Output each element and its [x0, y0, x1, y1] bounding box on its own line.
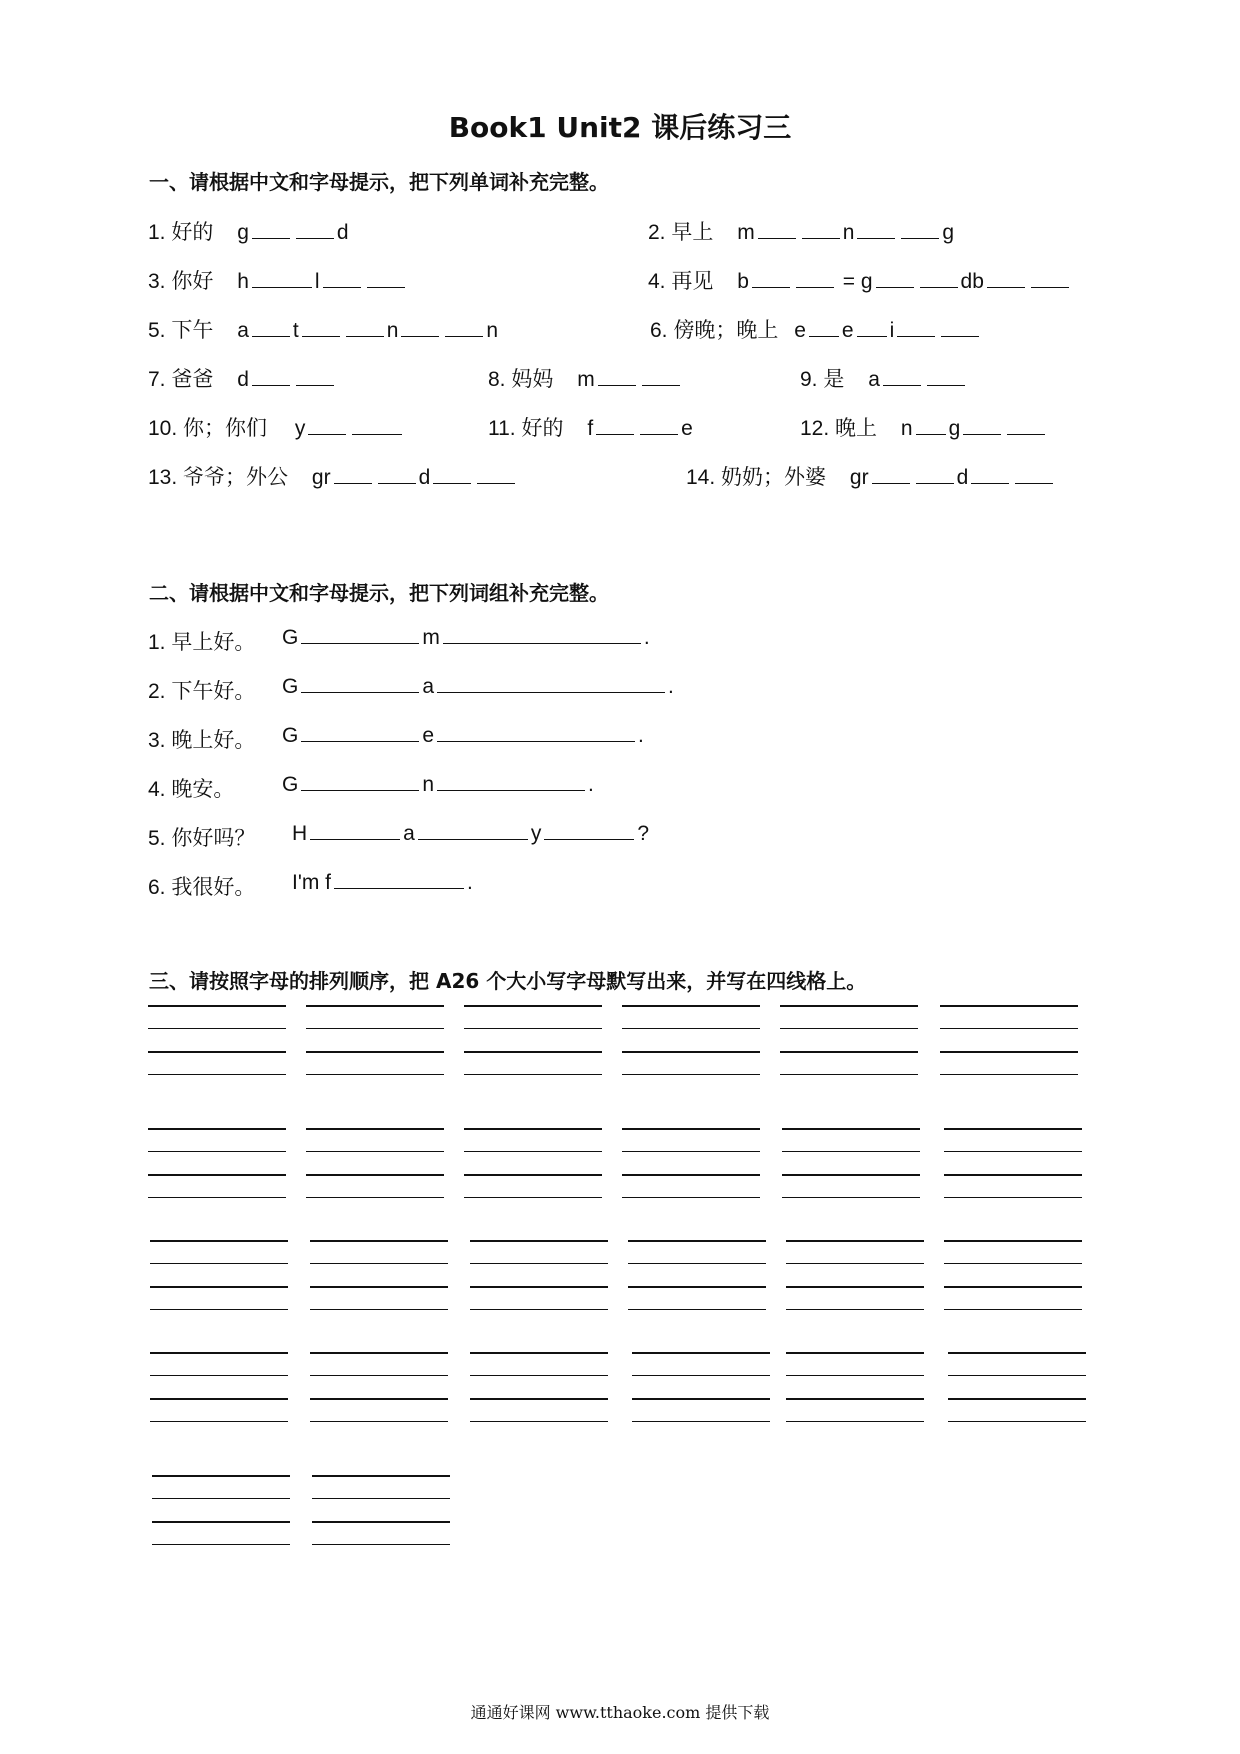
grid-line	[944, 1309, 1082, 1310]
grid-line	[780, 1005, 918, 1007]
grid-line	[306, 1074, 444, 1075]
four-line-grid	[464, 1128, 602, 1198]
grid-line	[464, 1005, 602, 1007]
grid-line	[312, 1521, 450, 1523]
grid-line	[306, 1151, 444, 1152]
grid-line	[464, 1074, 602, 1075]
s2-item-3: 3. 晚上好。 G e .	[148, 724, 644, 752]
grid-line	[470, 1421, 608, 1422]
four-line-grid	[306, 1128, 444, 1198]
four-line-grid	[310, 1352, 448, 1422]
grid-line	[150, 1375, 288, 1376]
grid-line	[632, 1375, 770, 1376]
section2-heading: 二、请根据中文和字母提示，把下列词组补充完整。	[149, 581, 609, 605]
s1-item-10: 10. 你；你们 y	[148, 412, 405, 442]
grid-line	[312, 1498, 450, 1499]
s1-item-7: 7. 爸爸 d	[148, 363, 337, 393]
grid-line	[780, 1051, 918, 1053]
grid-line	[628, 1240, 766, 1242]
grid-line	[948, 1398, 1086, 1400]
grid-line	[628, 1263, 766, 1264]
grid-line	[622, 1074, 760, 1075]
grid-line	[150, 1240, 288, 1242]
grid-line	[940, 1074, 1078, 1075]
grid-line	[632, 1421, 770, 1422]
grid-line	[152, 1544, 290, 1545]
grid-line	[470, 1286, 608, 1288]
four-line-grid	[148, 1128, 286, 1198]
grid-line	[306, 1174, 444, 1176]
grid-line	[948, 1352, 1086, 1354]
grid-line	[150, 1263, 288, 1264]
grid-line	[786, 1375, 924, 1376]
grid-line	[628, 1309, 766, 1310]
grid-line	[940, 1005, 1078, 1007]
four-line-grid	[470, 1352, 608, 1422]
s1-item-8: 8. 妈妈 m	[488, 363, 683, 393]
s1-item-11: 11. 好的 f e	[488, 417, 693, 440]
s1-item-6: 6. 傍晚；晚上 e e i	[650, 314, 982, 344]
s1-item-5: 5. 下午 a t n n	[148, 319, 499, 342]
grid-line	[306, 1005, 444, 1007]
grid-line	[148, 1028, 286, 1029]
grid-line	[150, 1421, 288, 1422]
four-line-grid	[152, 1475, 290, 1545]
four-line-grid	[944, 1128, 1082, 1198]
s1-item-1: 1. 好的 g d	[148, 221, 349, 244]
four-line-grid	[470, 1240, 608, 1310]
four-line-grid	[780, 1005, 918, 1075]
grid-line	[628, 1286, 766, 1288]
grid-line	[306, 1197, 444, 1198]
grid-line	[150, 1398, 288, 1400]
grid-line	[944, 1286, 1082, 1288]
grid-line	[944, 1263, 1082, 1264]
grid-line	[470, 1352, 608, 1354]
grid-line	[306, 1128, 444, 1130]
grid-line	[622, 1128, 760, 1130]
s1-item-12: 12. 晚上 n g	[800, 412, 1048, 442]
grid-line	[786, 1309, 924, 1310]
grid-line	[464, 1174, 602, 1176]
grid-line	[632, 1398, 770, 1400]
four-line-grid	[148, 1005, 286, 1075]
four-line-grid	[782, 1128, 920, 1198]
grid-line	[310, 1352, 448, 1354]
grid-line	[622, 1151, 760, 1152]
grid-line	[310, 1309, 448, 1310]
four-line-grid	[150, 1352, 288, 1422]
four-line-grid	[312, 1475, 450, 1545]
grid-line	[470, 1309, 608, 1310]
grid-line	[150, 1286, 288, 1288]
section1-heading: 一、请根据中文和字母提示，把下列单词补充完整。	[149, 170, 609, 194]
grid-line	[148, 1074, 286, 1075]
four-line-grid	[150, 1240, 288, 1310]
grid-line	[464, 1197, 602, 1198]
grid-line	[152, 1498, 290, 1499]
grid-line	[306, 1028, 444, 1029]
grid-line	[944, 1240, 1082, 1242]
grid-line	[310, 1263, 448, 1264]
grid-line	[780, 1074, 918, 1075]
page-title: Book1 Unit2 课后练习三	[448, 111, 792, 144]
s2-item-5: 5. 你好吗？ H a y ?	[148, 822, 650, 850]
four-line-grid	[786, 1240, 924, 1310]
grid-line	[310, 1375, 448, 1376]
grid-line	[622, 1005, 760, 1007]
s2-item-4: 4. 晚安。 G n .	[148, 773, 594, 801]
grid-line	[312, 1544, 450, 1545]
grid-line	[622, 1197, 760, 1198]
grid-line	[148, 1128, 286, 1130]
s2-item-6: 6. 我很好。 I'm f .	[148, 871, 473, 899]
grid-line	[464, 1151, 602, 1152]
grid-line	[152, 1475, 290, 1477]
grid-line	[464, 1051, 602, 1053]
grid-line	[944, 1128, 1082, 1130]
s1-item-13: 13. 爷爷；外公 gr d	[148, 461, 518, 491]
grid-line	[470, 1375, 608, 1376]
grid-line	[944, 1174, 1082, 1176]
grid-line	[148, 1174, 286, 1176]
grid-line	[310, 1398, 448, 1400]
grid-line	[782, 1151, 920, 1152]
four-line-grid	[310, 1240, 448, 1310]
grid-line	[312, 1475, 450, 1477]
grid-line	[940, 1028, 1078, 1029]
s1-item-2: 2. 早上 m n g	[648, 221, 955, 244]
grid-line	[310, 1421, 448, 1422]
four-line-grid	[632, 1352, 770, 1422]
grid-line	[782, 1128, 920, 1130]
grid-line	[632, 1352, 770, 1354]
grid-line	[782, 1174, 920, 1176]
grid-line	[944, 1197, 1082, 1198]
grid-line	[310, 1286, 448, 1288]
grid-line	[464, 1128, 602, 1130]
grid-line	[944, 1151, 1082, 1152]
grid-line	[148, 1051, 286, 1053]
s1-item-9: 9. 是 a	[800, 363, 968, 393]
grid-line	[782, 1197, 920, 1198]
s2-item-2: 2. 下午好。 G a .	[148, 675, 674, 703]
four-line-grid	[622, 1128, 760, 1198]
four-line-grid	[940, 1005, 1078, 1075]
four-line-grid	[628, 1240, 766, 1310]
grid-line	[148, 1005, 286, 1007]
grid-line	[464, 1028, 602, 1029]
four-line-grid	[944, 1240, 1082, 1310]
s2-item-1: 1. 早上好。 G m .	[148, 626, 650, 654]
grid-line	[940, 1051, 1078, 1053]
four-line-grid	[786, 1352, 924, 1422]
page-footer: 通通好课网 www.tthaoke.com 提供下载	[470, 1703, 770, 1722]
grid-line	[148, 1197, 286, 1198]
grid-line	[948, 1421, 1086, 1422]
grid-line	[786, 1398, 924, 1400]
grid-line	[150, 1352, 288, 1354]
four-line-grid	[948, 1352, 1086, 1422]
grid-line	[622, 1051, 760, 1053]
grid-line	[786, 1263, 924, 1264]
four-line-grid	[464, 1005, 602, 1075]
grid-line	[306, 1051, 444, 1053]
grid-line	[786, 1286, 924, 1288]
grid-line	[786, 1352, 924, 1354]
grid-line	[786, 1421, 924, 1422]
grid-line	[470, 1398, 608, 1400]
grid-line	[470, 1240, 608, 1242]
grid-line	[310, 1240, 448, 1242]
grid-line	[780, 1028, 918, 1029]
grid-line	[622, 1028, 760, 1029]
grid-line	[786, 1240, 924, 1242]
s1-item-14: 14. 奶奶；外婆 gr d	[686, 461, 1056, 491]
grid-line	[152, 1521, 290, 1523]
grid-line	[470, 1263, 608, 1264]
four-line-grid	[306, 1005, 444, 1075]
s1-item-4: 4. 再见 b = g db	[648, 265, 1072, 295]
grid-line	[148, 1151, 286, 1152]
grid-line	[948, 1375, 1086, 1376]
section3-heading: 三、请按照字母的排列顺序，把 A26 个大小写字母默写出来，并写在四线格上。	[149, 969, 867, 993]
four-line-grid	[622, 1005, 760, 1075]
grid-line	[622, 1174, 760, 1176]
s1-item-3: 3. 你好 h l	[148, 265, 408, 295]
grid-line	[150, 1309, 288, 1310]
